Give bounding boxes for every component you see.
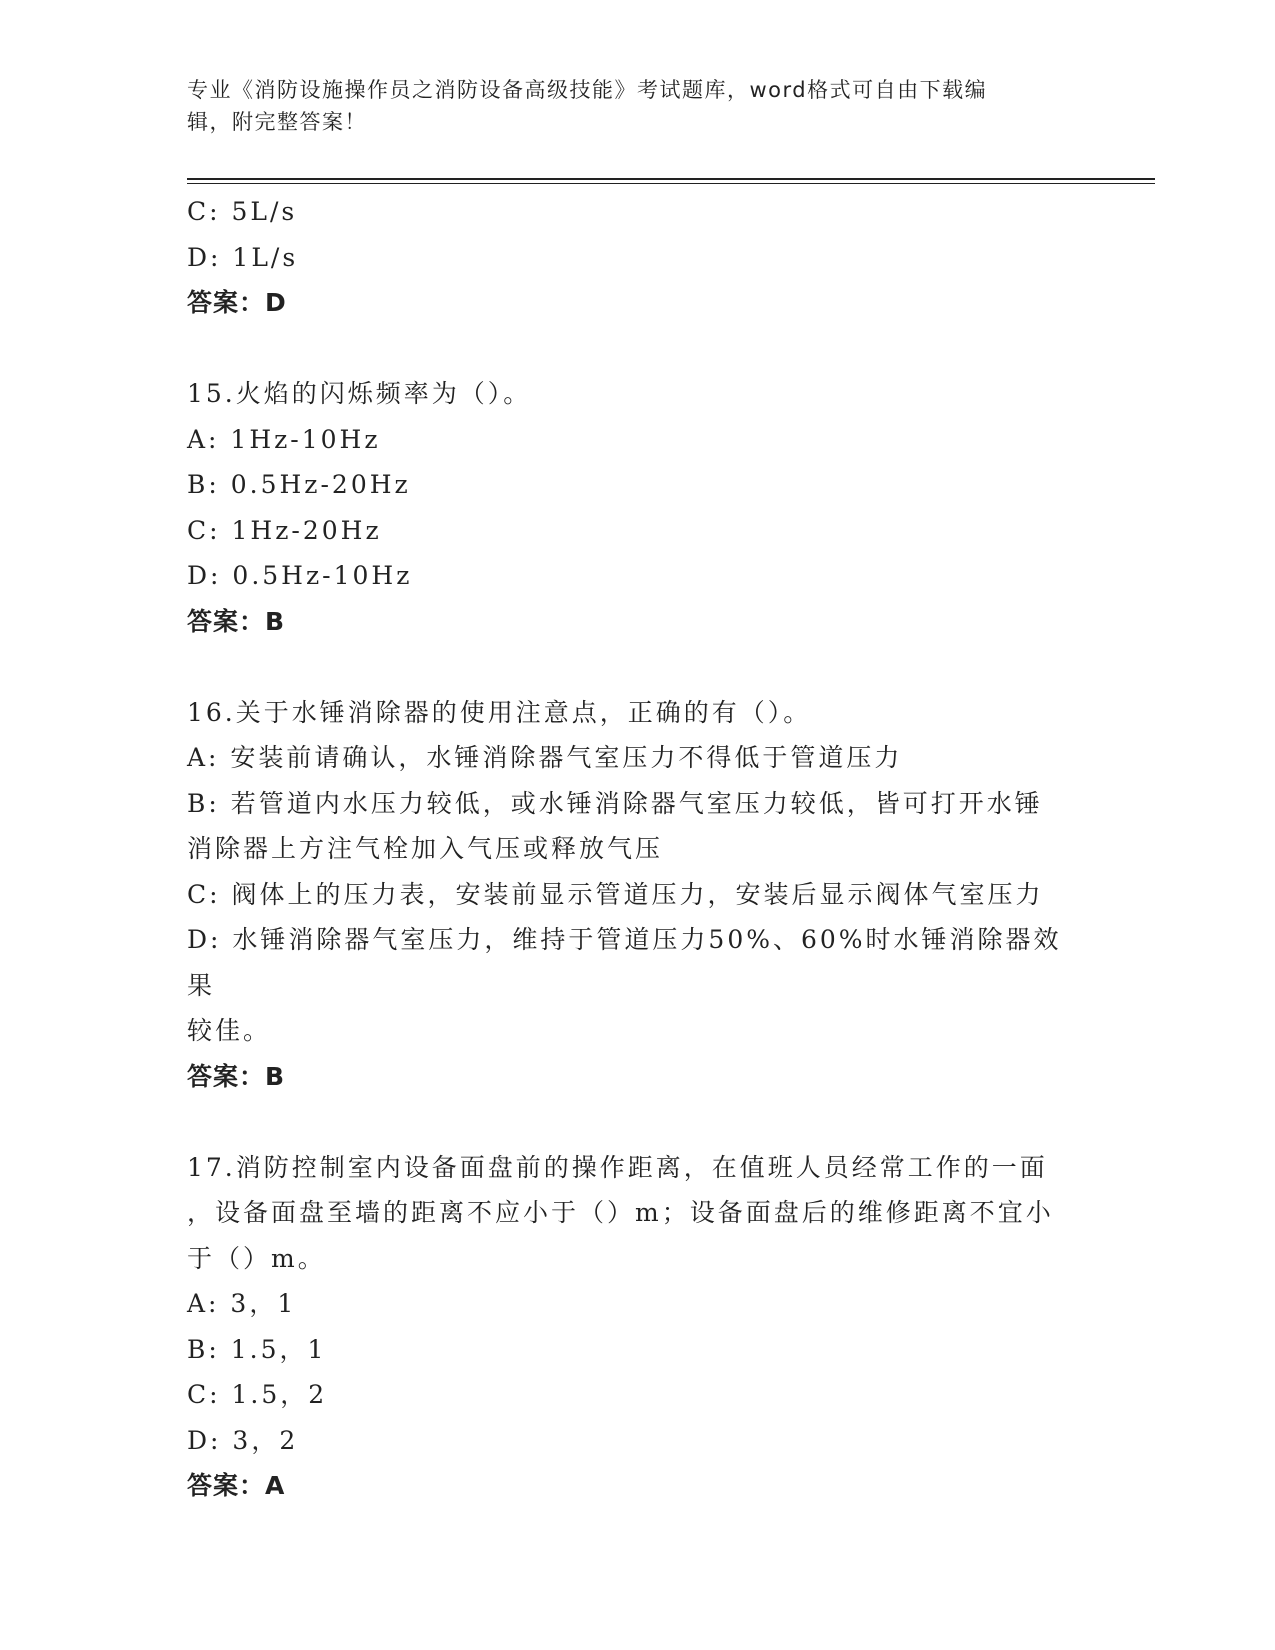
header-line-1: 专业《消防设施操作员之消防设备高级技能》考试题库，word格式可自由下载编 — [187, 78, 988, 102]
option-a: A: 3，1 — [187, 1289, 297, 1318]
option-c: C: 阀体上的压力表，安装前显示管道压力，安装后显示阀体气室压力 — [187, 879, 1044, 909]
question-stem: 16.关于水锤消除器的使用注意点，正确的有（）。 — [187, 697, 812, 727]
option-d-continued: 较佳。 — [187, 1016, 272, 1045]
spacer — [187, 1099, 1087, 1145]
option-b: B: 1.5，1 — [187, 1334, 327, 1364]
option-c: C: 1Hz-20Hz — [187, 515, 382, 545]
option-c: C: 5L/s — [187, 197, 298, 226]
option-a: A: 1Hz-10Hz — [187, 424, 381, 454]
answer: 答案：D — [187, 288, 287, 317]
question-stem-continued: ，设备面盘至墙的距离不应小于（）m；设备面盘后的维修距离不宜小 — [187, 1198, 1054, 1227]
option-d: D: 0.5Hz-10Hz — [187, 561, 413, 590]
option-d: D: 1L/s — [187, 242, 299, 272]
question-15 — [187, 371, 1087, 644]
header-divider-thick — [187, 178, 1155, 180]
option-d: D: 水锤消除器气室压力，维持于管道压力50%、60%时水锤消除器效果 — [187, 925, 1062, 1000]
question-content — [187, 189, 1087, 1509]
spacer — [187, 326, 1087, 372]
answer: 答案：A — [187, 1471, 286, 1500]
document-header — [187, 74, 1087, 138]
option-b-continued: 消除器上方注气栓加入气压或释放气压 — [187, 834, 664, 863]
question-stem: 17.消防控制室内设备面盘前的操作距离，在值班人员经常工作的一面 — [187, 1152, 1048, 1182]
question-16 — [187, 690, 1087, 1100]
question-14-tail — [187, 189, 1087, 326]
question-17 — [187, 1145, 1087, 1509]
option-b: B: 0.5Hz-20Hz — [187, 470, 411, 499]
spacer — [187, 644, 1087, 690]
answer: 答案：B — [187, 1061, 286, 1091]
header-line-2: 辑，附完整答案！ — [187, 110, 367, 134]
option-b: B: 若管道内水压力较低，或水锤消除器气室压力较低，皆可打开水锤 — [187, 788, 1043, 818]
option-a: A: 安装前请确认，水锤消除器气室压力不得低于管道压力 — [187, 743, 903, 772]
question-stem-continued: 于（）m。 — [187, 1243, 326, 1273]
question-stem: 15.火焰的闪烁频率为（）。 — [187, 379, 532, 408]
answer: 答案：B — [187, 606, 286, 636]
option-c: C: 1.5，2 — [187, 1380, 328, 1409]
header-divider-thin — [187, 183, 1155, 184]
option-d: D: 3，2 — [187, 1425, 299, 1455]
